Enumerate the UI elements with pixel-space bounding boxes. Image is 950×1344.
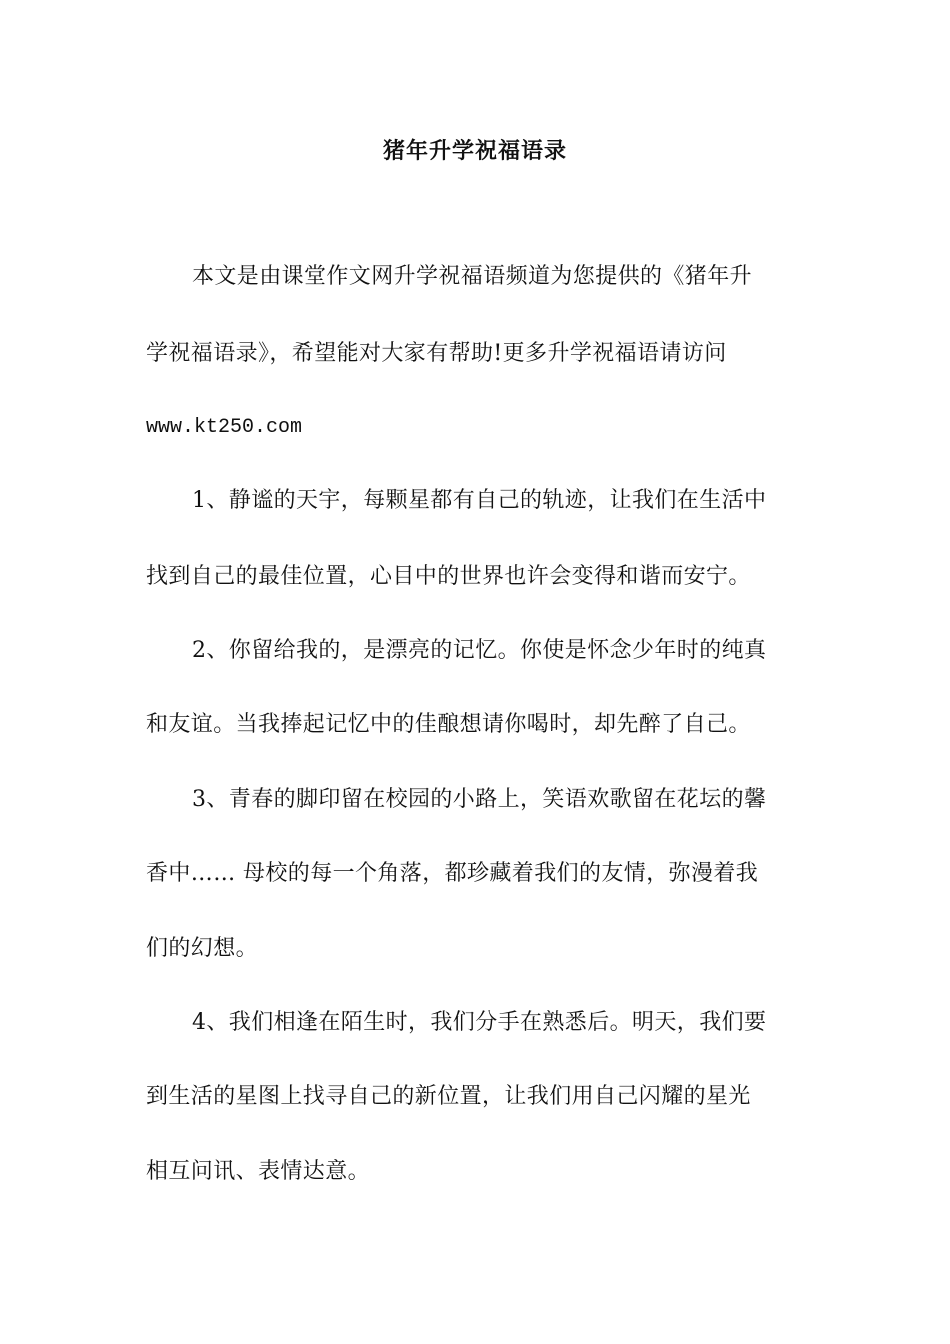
paragraph-line-url: www.kt250.com: [146, 416, 303, 439]
paragraph-line: 学祝福语录》，希望能对大家有帮助!更多升学祝福语请访问: [146, 341, 727, 366]
paragraph-line: 找到自己的最佳位置，心目中的世界也许会变得和谐而安宁。: [146, 564, 751, 589]
paragraph-line: 相互问讯、表情达意。: [146, 1159, 371, 1184]
paragraph-line: 4、我们相逢在陌生时，我们分手在熟悉后。明天，我们要: [192, 1010, 767, 1035]
paragraph-line: 3、青春的脚印留在校园的小路上，笑语欢歌留在花坛的馨: [192, 787, 767, 812]
paragraph-line: 到生活的星图上找寻自己的新位置，让我们用自己闪耀的星光: [146, 1084, 751, 1109]
paragraph-line: 们的幻想。: [146, 936, 259, 961]
paragraph-line: 和友谊。当我捧起记忆中的佳酿想请你喝时，却先醉了自己。: [146, 712, 751, 737]
paragraph-line: 2、你留给我的，是漂亮的记忆。你使是怀念少年时的纯真: [192, 638, 767, 663]
paragraph-line: 1、静谧的天宇，每颗星都有自己的轨迹，让我们在生活中: [192, 488, 767, 513]
paragraph-line: 香中…… 母校的每一个角落，都珍藏着我们的友情，弥漫着我: [146, 861, 759, 886]
paragraph-line: 本文是由课堂作文网升学祝福语频道为您提供的《猪年升: [192, 264, 753, 289]
document-title: 猪年升学祝福语录: [382, 139, 567, 164]
